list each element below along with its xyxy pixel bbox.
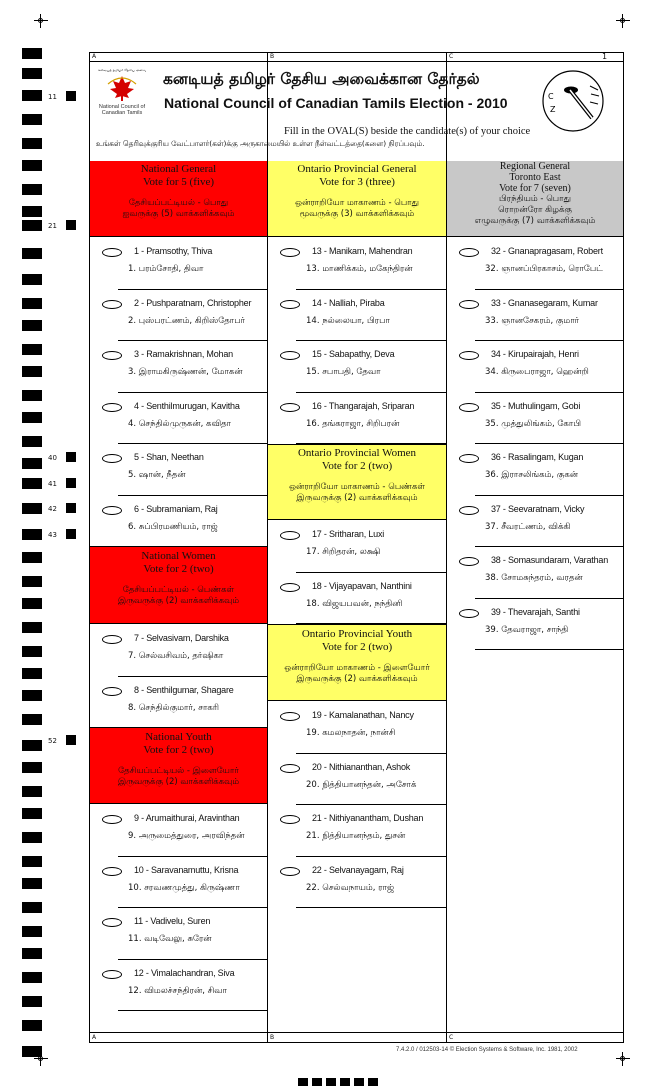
timing-mark [22,344,42,355]
candidate-name-tamil: 11. வடிவேலு, சுரேன் [128,934,212,944]
vote-oval[interactable] [102,687,122,696]
candidate-row [447,599,623,651]
contest-vote-for-tamil: இருவருக்கு (2) வாக்களிக்கவும் [296,493,418,503]
contest-title: Regional General [499,161,571,172]
row-separator [475,649,623,650]
contest-title-tamil: தேசியப்பட்டியல் - பொது [128,198,229,208]
candidate-row [90,341,267,393]
candidate-name-tamil: 10. சரவணமுத்து, கிருஷ்ணா [128,882,240,893]
vote-oval[interactable] [459,248,479,257]
candidate-name: 11 - Vadivelu, Suren [134,916,211,926]
timing-mark [22,948,42,959]
candidate-row [447,238,623,290]
timing-mark [22,1020,42,1031]
timing-mark [22,274,42,285]
candidate-name: 38 - Somasundaram, Varathan [491,555,609,565]
contest-vote-for-tamil: இருவருக்கு (2) வாக்களிக்கவும் [117,596,240,606]
candidate-name-tamil: 19. கமலநாதன், நான்சி [306,728,396,738]
contest-vote-for-tamil: மூவருக்கு (3) வாக்களிக்கவும் [299,209,415,219]
candidate-row [90,960,267,1012]
vote-oval[interactable] [280,712,300,721]
candidate-name-tamil: 2. புஸ்பரட்ணம், கிறிஸ்தோபர் [128,315,245,326]
candidate-name: 6 - Subramaniam, Raj [134,503,218,514]
row-mark-41 [66,478,76,488]
contest-vote-for-tamil: ஐவருக்கு (5) வாக்களிக்கவும் [122,209,235,219]
candidate-row [90,496,267,548]
candidate-name-tamil: 35. முத்துலிங்கம், கோபி [485,418,582,429]
contest-title-tamil: ஒன்ராறியோ மாகாணம் - பொது [294,198,419,208]
timing-mark [22,996,42,1007]
contest-vote-for: Vote for 5 (five) [143,176,214,188]
candidate-row [268,702,446,754]
logo-caption: National Council of Canadian Tamils [98,104,146,116]
contest-vote-for: Vote for 2 (two) [143,563,214,575]
contest-title-tamil: பிரந்தியம் - பொது [499,194,571,204]
registration-mark-top-left [34,14,48,28]
contest-header-national-women [90,546,267,624]
candidate-row [90,857,267,909]
timing-mark [22,248,42,259]
vote-oval[interactable] [280,531,300,540]
contest-header-national-general [90,161,267,237]
candidate-name-tamil: 14. நல்லையா, பிரபா [306,315,390,326]
vote-oval[interactable] [102,635,122,644]
timing-mark [22,90,42,101]
candidate-name-tamil: 18. விஜயபவன், நந்தினி [306,598,403,609]
candidate-name-tamil: 38. சோமசுந்தரம், வரதன் [485,573,583,583]
instruction-tamil: உங்கள் தெரிவுக்குரிய வேட்பாளர்(கள்)க்கு அருகாமையில் உள்ள நீள்வட்டத்தை(களை) நிரப்பவும். [96,139,425,148]
candidate-row [268,238,446,290]
candidate-name-tamil: 6. சுப்பிரமணியம், ராஜ் [128,521,218,532]
timing-mark [22,808,42,819]
timing-mark [22,786,42,797]
vote-oval[interactable] [102,403,122,412]
column-label-a: A [92,1034,97,1041]
candidate-name-tamil: 17. சிறிதரன், லக்ஷி [306,547,381,557]
contest-header-regional-general [447,161,623,237]
candidate-row [90,908,267,960]
candidate-row [268,805,446,857]
timing-mark [22,1046,42,1057]
candidate-name: 13 - Manikam, Mahendran [312,246,413,256]
row-mark-42 [66,503,76,513]
vote-oval[interactable] [459,403,479,412]
registration-mark-top-right [616,14,630,28]
candidate-row [90,625,267,677]
vote-oval[interactable] [280,403,300,412]
vote-oval[interactable] [102,454,122,463]
vote-oval[interactable] [102,351,122,360]
candidate-name-tamil: 39. தேவராஜா, சாந்தி [485,624,569,635]
row-number: 43 [48,531,57,539]
title-tamil: கனடியத் தமிழர் தேசிய அவைக்கான தேர்தல் [163,70,480,88]
column-label-a: A [92,53,97,60]
candidate-row [268,521,446,573]
contest-vote-for: Vote for 2 (two) [321,460,393,472]
pen-marking-oval-icon [540,68,606,134]
bottom-rule [89,1032,624,1033]
candidate-name-tamil: 21. நித்தியானந்தம், துசன் [306,831,406,841]
candidate-name: 18 - Vijayapavan, Nanthini [312,580,412,591]
candidate-name-tamil: 33. ஞானசேகரம், குமார் [485,315,580,326]
vote-oval[interactable] [459,506,479,515]
timing-mark [22,138,42,149]
timing-mark [22,478,42,489]
row-number: 40 [48,454,57,462]
column-label-b: B [270,53,275,60]
contest-vote-for-tamil: இருவருக்கு (2) வாக்களிக்கவும் [117,777,240,787]
candidate-name-tamil: 37. சீவரட்ணம், விக்கி [485,521,571,532]
vote-oval[interactable] [459,300,479,309]
contest-title: National General [140,163,217,175]
timing-mark [22,68,42,79]
timing-mark [22,598,42,609]
contest-header-ontario-youth [268,624,446,701]
candidate-row [90,290,267,342]
vote-oval[interactable] [280,351,300,360]
timing-mark [22,878,42,889]
candidate-name: 17 - Sritharan, Luxi [312,529,385,539]
timing-mark [22,458,42,469]
top-rule [89,61,624,62]
row-separator [118,1010,267,1011]
timing-mark [22,714,42,725]
row-number: 11 [48,93,57,101]
timing-mark [22,298,42,309]
candidate-name-tamil: 32. ஞானப்பிரகாசம், ரொபேட் [485,264,603,274]
candidate-name: 36 - Rasalingam, Kugan [491,452,584,462]
candidate-name-tamil: 16. தங்கராஜா, சிறிபரன் [306,418,400,429]
candidate-name: 7 - Selvasivam, Darshika [134,633,229,643]
organization-logo [98,68,146,120]
vote-oval[interactable] [280,867,300,876]
title-english: National Council of Canadian Tamils Election - 2010 [164,95,508,111]
candidate-name: 20 - Nithiananthan, Ashok [312,761,411,772]
candidate-name-tamil: 1. பரம்சோதி, திவா [128,264,204,274]
contest-title-tamil: தேசியப்பட்டியல் - பெண்கள் [122,585,235,595]
contest-subtitle-tamil: ரொறன்ரோ கிழக்கு [498,205,572,215]
candidate-name: 3 - Ramakrishnan, Mohan [134,349,233,359]
candidate-name-tamil: 3. இராமகிருஷ்ணன், மோகன் [128,367,243,377]
instruction-english: Fill in the OVAL(S) beside the candidate(s) of your choice [284,126,531,137]
row-number: 41 [48,480,57,488]
candidate-name: 4 - Senthilmurugan, Kavitha [134,400,240,411]
timing-mark [22,184,42,195]
vote-oval[interactable] [102,970,122,979]
contest-title-tamil: தேசியப்பட்டியல் - இளையோர் [118,766,239,776]
candidate-name: 34 - Kirupairajah, Henri [491,349,579,359]
candidate-row [268,393,446,445]
contest-title: Ontario Provincial Women [297,447,417,459]
timing-mark [22,412,42,423]
timing-mark [22,529,42,540]
contest-vote-for-tamil: இருவருக்கு (2) வாக்களிக்கவும் [296,674,418,684]
contest-vote-for: Vote for 2 (two) [143,744,214,756]
page-number: 1 [602,52,608,61]
candidate-name-tamil: 7. செல்வசிவம், தர்ஷிகா [128,651,224,661]
candidate-name: 8 - Senthilgumar, Shagare [134,684,234,695]
vote-oval[interactable] [459,351,479,360]
candidate-name: 9 - Arumaithurai, Aravinthan [134,813,240,823]
candidate-name-tamil: 4. செந்தில்முருகன், கவிதா [128,418,232,429]
candidate-row [447,547,623,599]
row-number: 21 [48,222,57,230]
candidate-name-tamil: 9. அருமைத்துரை, அரவிந்தன் [128,831,245,841]
column-label-c: C [449,1034,454,1041]
contest-title: Ontario Provincial General [297,163,417,175]
contest-title-tamil: ஒன்ராறியோ மாகாணம் - இளையோர் [284,663,430,673]
candidate-row [90,805,267,857]
timing-mark [22,576,42,587]
row-mark-21 [66,220,76,230]
candidate-row [447,290,623,342]
candidate-row [447,496,623,548]
contest-title-tamil: ஒன்ராறியோ மாகாணம் - பெண்கள் [288,482,426,492]
timing-mark [22,320,42,331]
timing-mark [22,220,42,231]
maple-leaf-icon [98,74,146,102]
candidate-row [447,444,623,496]
contest-vote-for-tamil: எழுவருக்கு (7) வாக்களிக்கவும் [474,216,596,226]
svg-text:C: C [548,92,554,101]
column-label-b: B [270,1034,275,1041]
vote-oval[interactable] [280,300,300,309]
timing-mark [22,902,42,913]
vote-oval[interactable] [102,918,122,927]
svg-text:Z: Z [550,105,556,114]
candidate-name: 2 - Pushparatnam, Christopher [134,297,252,308]
candidate-name-tamil: 15. சபாபதி, தேவா [306,367,381,377]
timing-mark [22,972,42,983]
candidate-row [447,393,623,445]
timing-mark [22,436,42,447]
candidate-name-tamil: 13. மாணிக்கம், மகேந்திரன் [306,264,413,274]
timing-mark [22,668,42,679]
vote-oval[interactable] [102,300,122,309]
timing-mark [22,762,42,773]
candidate-name: 5 - Shan, Neethan [134,452,204,462]
contest-vote-for: Vote for 3 (three) [319,176,395,188]
row-mark-43 [66,529,76,539]
candidate-row [268,857,446,909]
candidate-name: 32 - Gnanapragasam, Robert [491,246,603,256]
contest-subtitle: Toronto East [509,172,561,183]
vote-oval[interactable] [280,764,300,773]
candidate-name-tamil: 34. கிருபைராஜா, ஹென்றி [485,367,589,377]
candidate-name: 14 - Nalliah, Piraba [312,297,385,308]
row-mark-52 [66,735,76,745]
row-number: 52 [48,737,57,745]
candidate-name: 35 - Muthulingam, Gobi [491,400,581,411]
timing-mark [22,160,42,171]
footer-imprint: 7.4.2.0 / 012503-14 © Election Systems & Software, Inc. 1981, 2002 [396,1047,578,1053]
candidate-name: 10 - Saravanamuttu, Krisna [134,864,239,875]
contest-vote-for: Vote for 7 (seven) [499,183,571,194]
timing-mark [22,740,42,751]
candidate-row [90,677,267,729]
contest-vote-for: Vote for 2 (two) [321,641,393,653]
candidate-name-tamil: 8. செந்தில்குமார், சாகரி [128,702,219,713]
timing-mark [22,690,42,701]
candidate-row [268,573,446,625]
candidate-row [90,238,267,290]
vote-oval[interactable] [280,815,300,824]
row-mark-40 [66,452,76,462]
contest-header-ontario-women [268,444,446,520]
row-separator [296,907,446,908]
column-label-c: C [449,53,454,60]
timing-mark [22,48,42,59]
vote-oval[interactable] [459,609,479,618]
timing-mark [22,926,42,937]
vote-oval[interactable] [102,815,122,824]
candidate-name: 16 - Thangarajah, Sriparan [312,400,415,411]
candidate-name: 22 - Selvanayagam, Raj [312,864,404,875]
row-mark-11 [66,91,76,101]
marking-instruction-illustration [540,68,606,134]
candidate-name-tamil: 12. விமலச்சந்திரன், சிவா [128,985,227,996]
candidate-row [90,444,267,496]
registration-mark-bottom-right [616,1052,630,1066]
candidate-name: 37 - Seevaratnam, Vicky [491,503,585,514]
contest-title: National Youth [145,731,212,743]
timing-mark [22,856,42,867]
timing-mark [22,622,42,633]
timing-mark [22,552,42,563]
timing-mark [22,503,42,514]
candidate-name: 39 - Thevarajah, Santhi [491,606,580,617]
vote-oval[interactable] [280,583,300,592]
contest-header-ontario-general [268,161,446,237]
contest-title: Ontario Provincial Youth [301,628,413,640]
candidate-name-tamil: 36. இராசலிங்கம், குகன் [485,470,578,480]
candidate-name-tamil: 5. ஷான், நீதன் [128,470,186,480]
timing-mark [22,366,42,377]
timing-mark [22,390,42,401]
vote-oval[interactable] [280,248,300,257]
timing-mark [22,114,42,125]
contest-header-national-youth [90,727,267,804]
contest-title: National Women [141,550,216,562]
vote-oval[interactable] [459,454,479,463]
candidate-row [447,341,623,393]
candidate-name: 21 - Nithiyanantham, Dushan [312,813,424,823]
vote-oval[interactable] [102,506,122,515]
vote-oval[interactable] [459,557,479,566]
candidate-name-tamil: 20. நித்தியானந்தன், அசோக் [306,779,417,790]
candidate-row [268,754,446,806]
timing-mark [22,832,42,843]
candidate-name-tamil: 22. செல்வநாயம், ராஜ் [306,882,395,893]
logo-tamil-text: கனடியத் தமிழர் தேசிய அவை [98,68,146,72]
vote-oval[interactable] [102,867,122,876]
candidate-name: 12 - Vimalachandran, Siva [134,967,235,978]
candidate-row [90,393,267,445]
timing-mark [22,646,42,657]
row-number: 42 [48,505,57,513]
vote-oval[interactable] [102,248,122,257]
candidate-name: 15 - Sabapathy, Deva [312,349,395,359]
candidate-row [268,290,446,342]
timing-mark [22,206,42,217]
candidate-row [268,341,446,393]
candidate-name: 1 - Pramsothy, Thiva [134,246,213,256]
candidate-name: 33 - Gnanasegaram, Kumar [491,297,598,308]
candidate-name: 19 - Kamalanathan, Nancy [312,710,414,720]
